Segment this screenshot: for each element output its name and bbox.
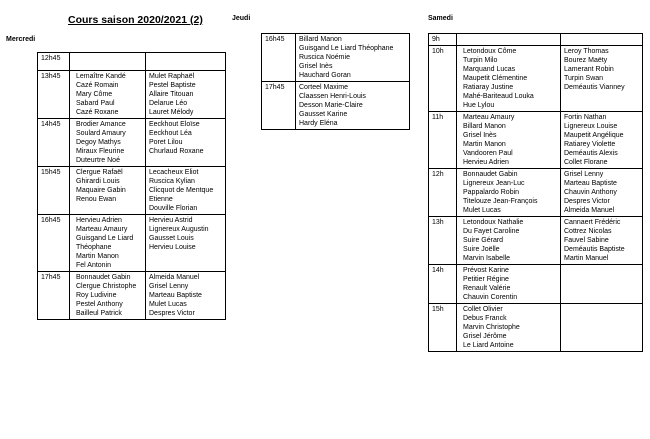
student-name: Renou Ewan [76,196,117,203]
student-name: Ruscica Noémie [299,54,350,61]
group-column-2 [561,46,643,112]
table-row [38,215,226,272]
jeudi-schedule-table [261,33,410,130]
student-name: Mahé-Bariteaud Louka [463,93,534,100]
time-slot: 16h45 [38,215,70,272]
group-column-1 [457,46,561,112]
group-column-2 [146,215,226,272]
student-name: Lignereux Jean-Luc [463,180,525,187]
student-name: Leroy Thomas [564,48,609,55]
student-name: Billard Manon [463,123,506,130]
time-slot: 17h45 [38,272,70,320]
student-name: Despres Victor [149,310,195,317]
student-name: Roy Ludivine [76,292,117,299]
student-name: Deméautis Vianney [564,84,625,91]
student-name: Ghirardi Louis [76,178,120,185]
time-slot: 13h [429,217,457,265]
student-name: Cazé Romain [76,82,119,89]
table-row [38,167,226,215]
student-name: Poret Lilou [149,139,183,146]
group-column-1 [457,217,561,265]
student-name: Prévost Karine [463,267,509,274]
student-name: Bonnaudet Gabin [76,274,131,281]
student-name: Fortin Nathan [564,114,607,121]
student-name: Almeida Manuel [149,274,200,281]
table-row [429,217,643,265]
student-name: Gausset Louis [149,235,194,242]
student-name: Claassen Henri-Louis [299,93,366,100]
student-name: Petitier Régine [463,276,509,283]
student-name: Miraux Fleurine [76,148,125,155]
student-name: Titelouze Jean-François [463,198,538,205]
student-name: Grisel Inès [463,132,497,139]
group-column-1 [70,71,146,119]
group-column-2 [146,53,226,71]
student-name: Brodier Amance [76,121,126,128]
time-slot: 10h [429,46,457,112]
student-name: Hervieu Adrien [76,217,122,224]
student-name: Lemaître Kandé [76,73,126,80]
student-name: Marteau Baptiste [564,180,617,187]
table-row [429,265,643,304]
student-name: Deméautis Baptiste [564,246,625,253]
student-name: Martin Manuel [564,255,609,262]
group-column-2 [146,167,226,215]
time-slot: 13h45 [38,71,70,119]
student-name: Chauvin Anthony [564,189,617,196]
group-column-1 [70,215,146,272]
student-name: Almeida Manuel [564,207,615,214]
student-name: Du Fayet Caroline [463,228,520,235]
page-title: Cours saison 2020/2021 (2) [68,14,203,26]
student-name: Guisgand Le Liard [76,235,134,242]
group-column-2 [561,304,643,352]
student-name: Marteau Amaury [76,226,128,233]
time-slot: 9h [429,34,457,46]
student-name: Grisel Jérôme [463,333,507,340]
student-name: Chauvin Corentin [463,294,518,301]
time-slot: 15h45 [38,167,70,215]
day-label-samedi: Samedi [428,15,453,22]
student-name: Hervieu Louise [149,244,196,251]
student-name: Cazé Roxane [76,109,119,116]
student-name: Pestel Anthony [76,301,123,308]
group-column-2 [561,265,643,304]
student-name: Letondoux Nathalie [463,219,524,226]
student-name: Hervieu Astrid [149,217,193,224]
group-column-2 [561,169,643,217]
student-name: Fel Antonin [76,262,112,269]
student-name: Suire Joëlle [463,246,500,253]
student-name: Hue Lylou [463,102,495,109]
student-name: Etienne [149,196,173,203]
time-slot: 12h45 [38,53,70,71]
student-name: Clicquot de Mentque [149,187,214,194]
student-name: Maupetit Clémentine [463,75,528,82]
student-name: Eeckhout Eloïse [149,121,200,128]
student-name: Lecacheux Eliot [149,169,199,176]
student-name: Clergue Rafaël [76,169,123,176]
student-name: Eeckhout Léa [149,130,192,137]
student-name: Bonnaudet Gabin [463,171,518,178]
student-name: Grisel Lenny [564,171,604,178]
student-name: Maquaire Gabin [76,187,126,194]
group-column-2 [146,71,226,119]
student-name: Letondoux Côme [463,48,517,55]
group-column-1 [457,304,561,352]
table-row [38,272,226,320]
table-row [429,169,643,217]
samedi-schedule-table [428,33,643,352]
time-slot: 15h [429,304,457,352]
table-row [262,82,410,130]
student-name: Bourez Maëty [564,57,608,64]
time-slot: 17h45 [262,82,296,130]
student-name: Mulet Lucas [463,207,501,214]
student-name: Guisgand Le Liard Théophane [299,45,394,52]
student-name: Duteurtre Noé [76,157,120,164]
student-name: Théophane [76,244,112,251]
student-name: Marvin Isabelle [463,255,511,262]
day-label-mercredi: Mercredi [6,36,36,43]
table-row [429,34,643,46]
student-name: Grisel Inès [299,63,333,70]
student-name: Pestel Baptiste [149,82,196,89]
student-name: Cottrez Nicolas [564,228,612,235]
table-row [262,34,410,82]
table-row [429,46,643,112]
student-name: Debus Franck [463,315,507,322]
student-name: Ratiarey Violette [564,141,616,148]
student-name: Despres Victor [564,198,610,205]
group-column [296,34,410,82]
group-column-1 [457,169,561,217]
student-name: Cannaert Frédéric [564,219,621,226]
student-name: Deméautis Alexis [564,150,618,157]
student-name: Corteel Maxime [299,84,349,91]
student-name: Mary Côme [76,91,113,98]
student-name: Lamerant Robin [564,66,614,73]
group-column-2 [561,112,643,169]
group-column-1 [70,167,146,215]
student-name: Sabard Paul [76,100,115,107]
student-name: Degoy Mathys [76,139,121,146]
student-name: Douville Florian [149,205,198,212]
student-name: Lignereux Augustin [149,226,209,233]
student-name: Soulard Amaury [76,130,126,137]
student-name: Delarue Léo [149,100,188,107]
time-slot: 12h [429,169,457,217]
group-column-1 [457,265,561,304]
student-name: Clergue Christophe [76,283,137,290]
student-name: Mulet Lucas [149,301,187,308]
group-column-1 [457,112,561,169]
group-column [296,82,410,130]
student-name: Le Liard Antoine [463,342,514,349]
student-name: Desson Marie-Claire [299,102,363,109]
group-column-2 [146,119,226,167]
group-column-2 [561,34,643,46]
student-name: Billard Manon [299,36,342,43]
time-slot: 16h45 [262,34,296,82]
student-name: Lauret Mélody [149,109,194,116]
group-column-1 [457,34,561,46]
time-slot: 14h45 [38,119,70,167]
student-name: Maupetit Angélique [564,132,624,139]
mercredi-schedule-table [37,52,226,320]
table-row [38,53,226,71]
student-name: Martin Manon [463,141,506,148]
student-name: Ruscica Kylian [149,178,195,185]
student-name: Mulet Raphaël [149,73,195,80]
student-name: Martin Manon [76,253,119,260]
table-row [429,304,643,352]
student-name: Suire Gérard [463,237,504,244]
group-column-1 [70,53,146,71]
time-slot: 14h [429,265,457,304]
student-name: Grisel Lenny [149,283,189,290]
student-name: Allaire Titouan [149,91,194,98]
student-name: Marteau Amaury [463,114,515,121]
table-row [429,112,643,169]
student-name: Turpin Milo [463,57,498,64]
student-name: Marquand Lucas [463,66,516,73]
student-name: Churlaud Roxane [149,148,204,155]
student-name: Vandooren Paul [463,150,513,157]
table-row [38,119,226,167]
group-column-2 [146,272,226,320]
student-name: Turpin Swan [564,75,604,82]
student-name: Hervieu Adrien [463,159,509,166]
group-column-1 [70,272,146,320]
student-name: Marteau Baptiste [149,292,202,299]
time-slot: 11h [429,112,457,169]
student-name: Fauvel Sabine [564,237,609,244]
student-name: Ratiaray Justine [463,84,514,91]
student-name: Gausset Karine [299,111,348,118]
student-name: Renault Valérie [463,285,511,292]
student-name: Bailleul Patrick [76,310,122,317]
table-row [38,71,226,119]
student-name: Hauchard Goran [299,72,351,79]
student-name: Collet Olivier [463,306,503,313]
student-name: Marvin Christophe [463,324,520,331]
day-label-jeudi: Jeudi [232,15,251,22]
student-name: Hardy Eléna [299,120,338,127]
student-name: Pappalardo Robin [463,189,520,196]
group-column-1 [70,119,146,167]
group-column-2 [561,217,643,265]
student-name: Lignereux Louise [564,123,618,130]
student-name: Collet Florane [564,159,608,166]
